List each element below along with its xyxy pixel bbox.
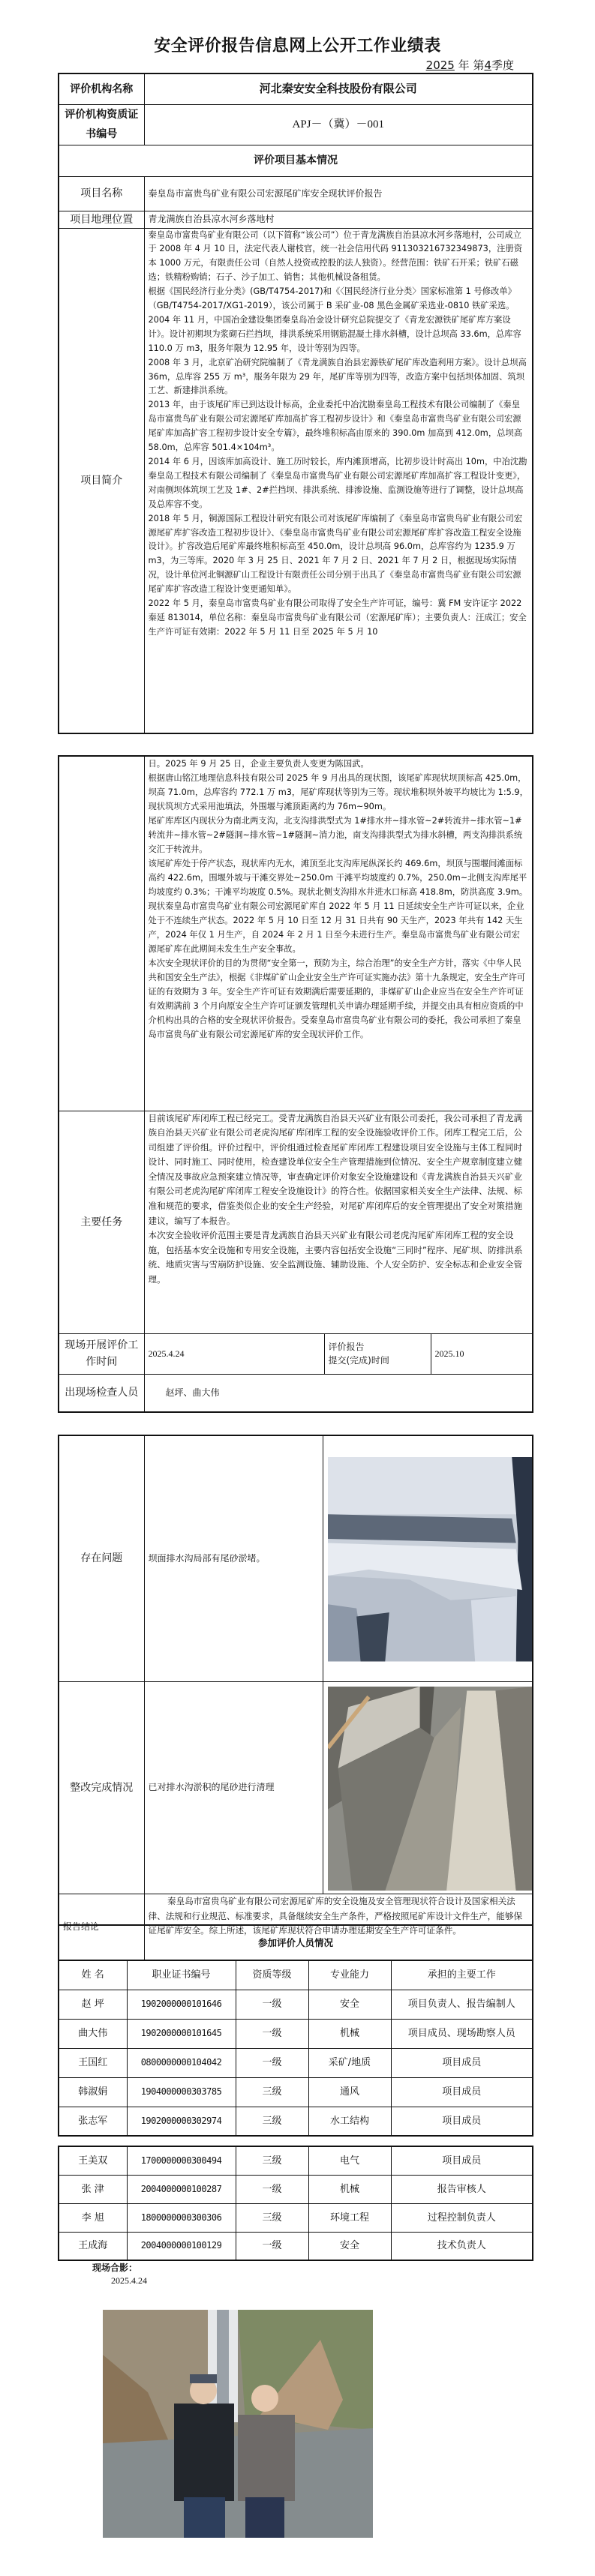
- personnel-duty: 技术负责人: [391, 2232, 533, 2260]
- personnel-duty: 项目负责人、报告编制人: [391, 1990, 533, 2019]
- document-title: 安全评价报告信息网上公开工作业绩表: [154, 37, 441, 55]
- personnel-row: [59, 2232, 533, 2260]
- submit-time-value: 2025.10: [431, 1333, 533, 1374]
- main-task-label: 主要任务: [59, 1111, 144, 1333]
- org-cert-row: [59, 104, 533, 145]
- personnel-cert: 1800000000300306: [127, 2203, 236, 2232]
- personnel-level: 一级: [236, 1990, 308, 2019]
- personnel-table-part-2: [58, 2146, 533, 2261]
- project-section-title: 评价项目基本情况: [59, 145, 533, 176]
- personnel-row: [59, 2048, 533, 2077]
- personnel-specialty: 采矿/地质: [308, 2048, 391, 2077]
- submit-time-label: [324, 1333, 431, 1374]
- rectify-photo: [328, 1687, 533, 1891]
- intro-paragraph: 尾矿库库区内现状分为南北两支沟，北支沟排洪型式为 1#排水井~排水管~2#转流井~排水管~1#转流井~排水管~2#隧洞~排水管~1#隧洞~消力池，南支沟排洪型式为排水斜槽，两支沟排洪系统交汇于转流井。: [148, 816, 523, 854]
- submit-time-label-line-2: 提交(完成)时间: [328, 1355, 389, 1366]
- quarter-prefix: 第: [473, 58, 485, 72]
- quarter-value: 4: [484, 58, 491, 72]
- personnel-cert: 1904000000303785: [127, 2077, 236, 2107]
- personnel-row: [59, 2175, 533, 2203]
- org-name-label: 评价机构名称: [59, 73, 144, 104]
- personnel-cert: 1902000000302974: [127, 2107, 236, 2136]
- project-intro-label: 项目简介: [59, 228, 144, 733]
- inspectors-value: 赵坪、曲大伟: [144, 1374, 533, 1412]
- personnel-name: 王成海: [59, 2232, 127, 2260]
- problem-label: 存在问题: [59, 1435, 144, 1681]
- header-name: 姓 名: [59, 1960, 127, 1990]
- personnel-specialty: 环境工程: [308, 2203, 391, 2232]
- personnel-level: 三级: [236, 2107, 308, 2136]
- project-location-label: 项目地理位置: [59, 211, 144, 228]
- personnel-level: 一级: [236, 2232, 308, 2260]
- personnel-row: [59, 2146, 533, 2175]
- intro-paragraph: 2008 年 3 月，北京矿冶研究院编制了《青龙满族自治县宏源铁矿尾矿库改造利用方案》。设计总坝高 36m，总库容 255 万 m³，服务年限为 29 年，尾矿库等别为四等，改造方案中包括坝体加固、筑坝工艺、新建排洪系统。: [148, 357, 527, 396]
- problem-text: 坝面排水沟局部有尾砂淤堵。: [144, 1435, 323, 1681]
- submit-time-label-line-1: 评价报告: [328, 1342, 365, 1352]
- personnel-name: 张 津: [59, 2175, 127, 2203]
- rectify-photo-cell: [323, 1681, 533, 1894]
- project-intro-text: [144, 228, 533, 733]
- org-cert-label: 评价机构资质证书编号: [59, 104, 144, 145]
- personnel-duty: 项目成员: [391, 2146, 533, 2175]
- year-value: 2025: [425, 58, 455, 72]
- personnel-section-row: [59, 1925, 533, 1960]
- personnel-name: 张志军: [59, 2107, 127, 2136]
- personnel-specialty: 电气: [308, 2146, 391, 2175]
- conclusion-label: 报告结论: [59, 1894, 144, 1960]
- intro-paragraph: 根据唐山铭江地理信息科技有限公司 2025 年 9 月出具的现状图，该尾矿库现状坝顶标高 425.0m，坝高 71.0m，总库容约 772.1 万 m3，尾矿库现状等别为三等。现状堆积坝外坡平均坡比为 1:5.9，现状筑坝方式采用池填法，外围堰与滩顶距离约为 76m~90m。: [148, 773, 528, 811]
- personnel-level: 一级: [236, 2019, 308, 2048]
- intro-paragraph: 2022 年 5 月，秦皇岛市富贵鸟矿业有限公司取得了安全生产许可证，编号：冀 FM 安许证字 2022 秦延 813014，单位名称：秦皇岛市富贵鸟矿业有限公司（宏源尾矿库）；主要负责人：汪成江；安全生产许可证有效期：2022 年 5 月 11 日至 2025 年 5 月 10: [148, 598, 527, 637]
- personnel-specialty: 机械: [308, 2019, 391, 2048]
- personnel-specialty: 水工结构: [308, 2107, 391, 2136]
- group-photo: [103, 2310, 373, 2538]
- personnel-cert: 2004000000100129: [127, 2232, 236, 2260]
- project-section-row: [59, 145, 533, 176]
- personnel-level: 三级: [236, 2077, 308, 2107]
- rectify-label: 整改完成情况: [59, 1681, 144, 1894]
- conclusion-text: 秦皇岛市富贵鸟矿业有限公司宏源尾矿库的安全设施及安全管理现状符合设计及国家相关法律、法规和行业规范、标准要求，具备继续安全生产条件，严格按照尾矿库设计文件生产，能够保证尾矿库安全。综上所述，该尾矿库现状符合申请办理延期安全生产许可证条件。: [144, 1894, 533, 1960]
- problem-photo: [328, 1457, 533, 1662]
- header-level: 资质等级: [236, 1960, 308, 1990]
- project-name-label: 项目名称: [59, 176, 144, 211]
- personnel-duty: 项目成员: [391, 2077, 533, 2107]
- org-name-row: [59, 73, 533, 104]
- header-specialty: 专业能力: [308, 1960, 391, 1990]
- field-time-row: [59, 1333, 533, 1374]
- personnel-name: 韩淑娟: [59, 2077, 127, 2107]
- info-table-part-2: [58, 755, 533, 1413]
- report-period: [426, 57, 514, 73]
- personnel-level: 三级: [236, 2203, 308, 2232]
- personnel-row: [59, 2107, 533, 2136]
- info-table-part-1: [58, 73, 533, 734]
- personnel-cert: 2004000000100287: [127, 2175, 236, 2203]
- main-task-row: [59, 1111, 533, 1333]
- personnel-level: 一级: [236, 2048, 308, 2077]
- project-name-value: 秦皇岛市富贵鸟矿业有限公司宏源尾矿库安全现状评价报告: [144, 176, 533, 211]
- year-suffix: 年: [458, 58, 470, 72]
- personnel-duty: 项目成员、现场勘察人员: [391, 2019, 533, 2048]
- personnel-duty: 报告审核人: [391, 2175, 533, 2203]
- personnel-table-part-1: [58, 1924, 533, 2137]
- personnel-specialty: 安全: [308, 1990, 391, 2019]
- personnel-row: [59, 2203, 533, 2232]
- personnel-cert: 1700000000300494: [127, 2146, 236, 2175]
- inspectors-label: 出现场检查人员: [59, 1374, 144, 1412]
- personnel-name: 李 旭: [59, 2203, 127, 2232]
- intro-paragraph: 2013 年，由于该尾矿库已到达设计标高，企业委托中冶沈勘秦皇岛工程技术有限公司编制了《秦皇岛市富贵鸟矿业有限公司宏源尾矿库加高扩容工程初步设计》和《秦皇岛市富贵鸟矿业有限公司宏源尾矿库加高扩容工程初步设计安全专篇》，最终堆积标高由原来的 390.0m 加高到 412.0m，总坝高 58.0m，总库容 501.4×104m³。: [148, 400, 523, 453]
- project-location-value: 青龙满族自治县凉水河乡落地村: [144, 211, 533, 228]
- personnel-duty: 项目成员: [391, 2048, 533, 2077]
- problem-row: [59, 1435, 533, 1681]
- header-cert: 职业证书编号: [127, 1960, 236, 1990]
- org-name-value: 河北秦安安全科技股份有限公司: [144, 73, 533, 104]
- personnel-row: [59, 1990, 533, 2019]
- main-task-text: [144, 1111, 533, 1333]
- intro-paragraph: 现状秦皇岛市富贵鸟矿业有限公司宏源尾矿库自 2022 年 5 月 11 日延续安全生产许可证以来，企业处于不连续生产状态。2022 年 5 月 10 日至 12 月 31 日共有 90 天生产，2023 年共有 142 天生产，2024 年仅 1 月生产，自 2024 年 2 月 1 日至今未进行生产。秦皇岛市富贵鸟矿业有限公司宏源尾矿库在此期间未发生生产安全事故。: [148, 901, 524, 954]
- intro-paragraph: 2018 年 5 月，铜源国际工程设计研究有限公司对该尾矿库编制了《秦皇岛市富贵鸟矿业有限公司宏源尾矿库扩容改造工程初步设计》、《秦皇岛市富贵鸟矿业有限公司宏源尾矿库扩容改造工程安全设施设计》。扩容改造后尾矿库最终堆积标高至 450.0m，设计总坝高 96.0m，总库容约为 1235.9 万 m3，为三等库。2020 年 3 月 25 日、2021 年 7 月 2 日、2021 年 7 月 2 日，根据现场实际情况，设计单位河北铜源矿山工程设计有限责任公司分别于出具了《秦皇岛市富贵鸟矿业有限公司宏源尾矿库扩容改造工程设计变更通知单》。: [148, 513, 523, 595]
- personnel-name: 王国红: [59, 2048, 127, 2077]
- task-paragraph: 本次安全验收评价范围主要是青龙满族自治县天兴矿业有限公司老虎沟尾矿库闭库工程的安全设施，包括基本安全设施和专用安全设施，主要内容包括安全设施“三同时”程序、尾矿坝、防排洪系统、地质灾害与雪崩防护设施、安全监测设施、辅助设施、个人安全防护、安全标志和企业安全管理。: [148, 1230, 523, 1285]
- task-paragraph: 目前该尾矿库闭库工程已经完工。受青龙满族自治县天兴矿业有限公司委托，我公司承担了青龙满族自治县天兴矿业有限公司老虎沟尾矿库闭库工程的安全设施验收评价工作。闭库工程完工后，公司组建了评价组。评价过程中，评价组通过检查尾矿库闭库工程建设项目安全设施与主体工程同时设计、同时施工、同时使用，检查建设单位安全生产管理措施到位情况、安全生产规章制度建立健全情况及事故应急预案建立情况等，审查确定评价对象安全设施建设和《青龙满族自治县天兴矿业有限公司老虎沟尾矿库闭库工程安全设施设计》的符合性。依据国家相关安全生产法律、法规、标准和规范的要求，借鉴类似企业的安全生产经验，对尾矿库闭库后的安全管理提出了安全对策措施建议，编写了本报告。: [148, 1112, 523, 1226]
- project-intro-row: [59, 228, 533, 733]
- group-photo-date: 2025.4.24: [111, 2275, 147, 2286]
- personnel-cert: 0800000000104042: [127, 2048, 236, 2077]
- field-time-value: 2025.4.24: [144, 1333, 324, 1374]
- group-photo-title: 现场合影：: [92, 2263, 138, 2273]
- personnel-specialty: 通风: [308, 2077, 391, 2107]
- project-name-row: [59, 176, 533, 211]
- personnel-level: 一级: [236, 2175, 308, 2203]
- rectify-row: [59, 1681, 533, 1894]
- inspectors-row: [59, 1374, 533, 1412]
- empty-label-cell: [59, 756, 144, 1111]
- personnel-level: 三级: [236, 2146, 308, 2175]
- issues-table: [58, 1435, 533, 1961]
- personnel-duty: 项目成员: [391, 2107, 533, 2136]
- personnel-header-row: [59, 1960, 533, 1990]
- intro-paragraph: 根据《国民经济行业分类》(GB/T4754-2017)和《〈国民经济行业分类〉国家标准第 1 号修改单》（GB/T4754-2017/XG1-2019），该公司属于 B 采矿业-08 黑色金属矿采选业-0810 铁矿采选。: [148, 286, 516, 311]
- intro-paragraph: 2014 年 6 月，因该库加高设计、施工历时较长，库内滩顶增高，比初步设计时高出 10m，中冶沈勘秦皇岛工程技术有限公司编制了《秦皇岛市富贵鸟矿业有限公司宏源尾矿库加高扩容工程设计变更》，对南侧坝体筑坝工艺及 1#、2#拦挡坝、排洪系统、排渗设施、监测设施等进行了调整，设计总坝高及总库容不变。: [148, 457, 527, 509]
- personnel-specialty: 机械: [308, 2175, 391, 2203]
- personnel-duty: 过程控制负责人: [391, 2203, 533, 2232]
- personnel-row: [59, 2077, 533, 2107]
- personnel-name: 曲大伟: [59, 2019, 127, 2048]
- personnel-name: 赵 坪: [59, 1990, 127, 2019]
- org-cert-value: APJ－（冀）－001: [144, 104, 533, 145]
- personnel-row: [59, 2019, 533, 2048]
- intro-paragraph: 本次安全现状评价的目的为贯彻“安全第一，预防为主，综合治理”的安全生产方针，落实《中华人民共和国安全生产法》，根据《非煤矿矿山企业安全生产许可证实施办法》第十九条规定，安全生产许可证的有效期为 3 年。安全生产许可证有效期满后需要延期的，非煤矿矿山企业应当在安全生产许可证有效期满前 3 个月向原安全生产许可证颁发管理机关申请办理延期手续，并提交由具有相应资质的中介机构出具的合格的安全现状评价报告。受秦皇岛市富贵鸟矿业有限公司的委托，我公司承担了秦皇岛市富贵鸟矿业有限公司宏源尾矿库的安全现状评价工作。: [148, 958, 526, 1039]
- intro-paragraph: 该尾矿库处于停产状态，现状库内无水，滩顶至北支沟库尾纵深长约 469.6m，坝顶与围堰间滩面标高约 422.6m，围堰外坡与干滩交界处~250.0m 干滩平均坡度约 0.7%，250.0m~北侧支沟库尾平均坡度约 0.3%；干滩平均坡度 0.5%。现状北侧支沟排水井进水口标高 418.8m，防洪高度 3.9m。: [148, 859, 528, 897]
- personnel-name: 王美双: [59, 2146, 127, 2175]
- personnel-specialty: 安全: [308, 2232, 391, 2260]
- intro-paragraph: 2004 年 11 月，中国冶金建设集团秦皇岛冶金设计研究总院提交了《青龙宏源铁矿尾矿库方案设计》。设计初期坝为浆砌石拦挡坝，排洪系统采用钢筋混凝土排水斜槽，设计总坝高 33.6m，总库容 110.0 万 m3，服务年限为 12.95 年，设计等别为四等。: [148, 314, 521, 353]
- intro-paragraph: 日。2025 年 9 月 25 日，企业主要负责人变更为陈国武。: [148, 759, 369, 769]
- personnel-cert: 1902000000101646: [127, 1990, 236, 2019]
- personnel-section-title: 参加评价人员情况: [59, 1925, 533, 1960]
- project-location-row: [59, 211, 533, 228]
- problem-photo-cell: [323, 1435, 533, 1681]
- rectify-text: 已对排水沟淤积的尾砂进行清理: [144, 1681, 323, 1894]
- project-intro-continued-text: [144, 756, 533, 1111]
- field-time-label: 现场开展评价工作时间: [59, 1333, 144, 1374]
- project-intro-continued-row: [59, 756, 533, 1111]
- header-duty: 承担的主要工作: [391, 1960, 533, 1990]
- personnel-cert: 1902000000101645: [127, 2019, 236, 2048]
- intro-paragraph: 秦皇岛市富贵鸟矿业有限公司（以下简称“该公司”）位于青龙满族自治县凉水河乡落地村，公司成立于 2008 年 4 月 10 日，法定代表人谢枝官，统一社会信用代码 911303216732349873，注册资本 1000 万元，有限责任公司（自然人投资或控股的法人独资）。经营范围：铁矿石开采；铁矿石磁选；铁精粉购销；石子、沙子加工、销售；其他机械设备租赁。: [148, 229, 523, 283]
- quarter-suffix: 季度: [491, 58, 514, 72]
